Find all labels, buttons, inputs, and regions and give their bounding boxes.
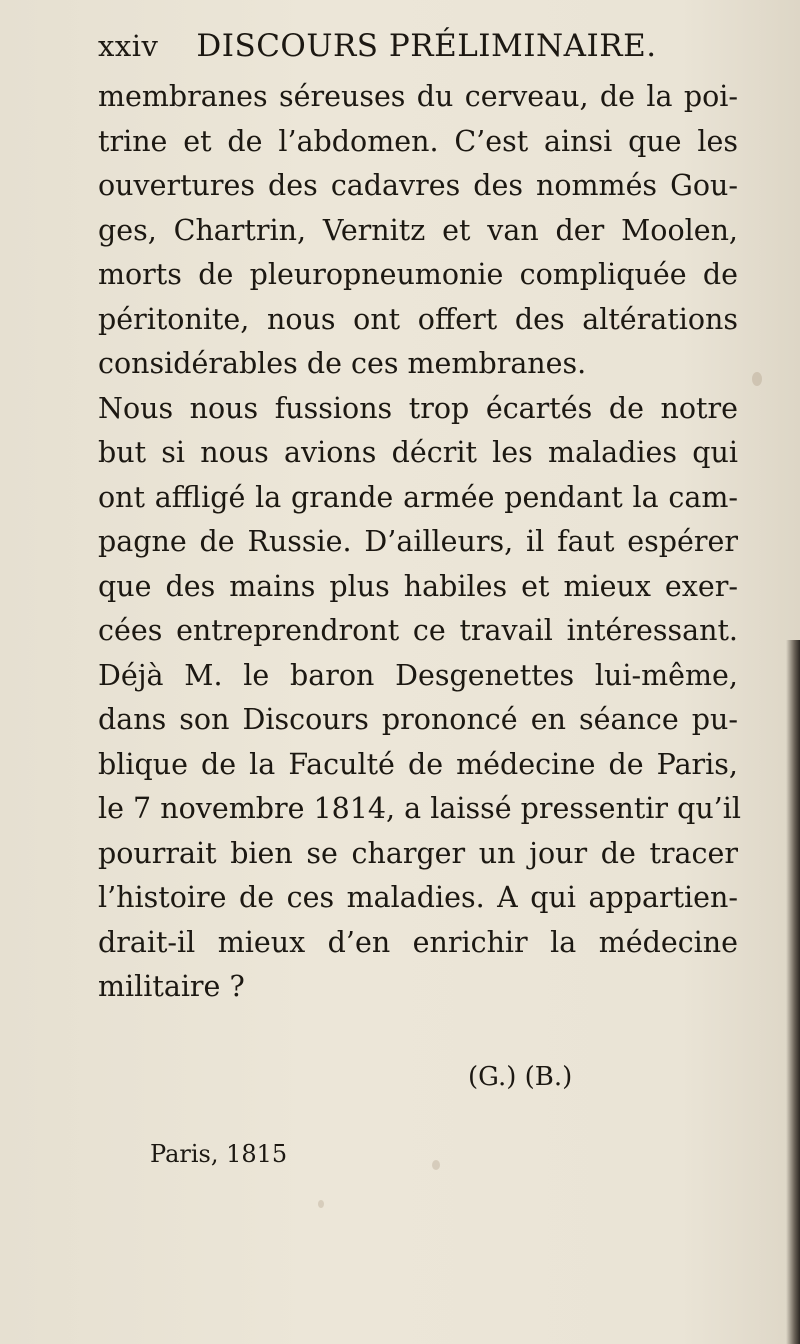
page-edge-shadow [786,640,800,1344]
text-line: militaire ? [98,970,245,1003]
text-line: pagne de Russie. D’ailleurs, il faut espérer [98,525,738,558]
text-line: pourrait bien se charger un jour de tracer [98,836,738,870]
running-header [98,28,657,72]
page-number: xxiv [98,29,159,63]
text-line: but si nous avions décrit les maladies qui [98,436,738,469]
text-line: péritonite, nous ont offert des altérations [98,302,738,336]
text-line: l’histoire de ces maladies. A qui appartien- [98,881,738,914]
text-line: dans son Discours prononcé en séance pu- [98,703,738,736]
paper-foxing [318,1200,324,1208]
text-line: le 7 novembre 1814, a laissé pressentir qu’il [98,792,741,825]
text-line: Déjà M. le baron Desgenettes lui-même, [98,658,738,692]
text-line: Nous nous fussions trop écartés de notre [98,391,738,425]
text-line: ges, Chartrin, Vernitz et van der Moolen, [98,213,738,247]
running-title: DISCOURS PRÉLIMINAIRE. [196,28,657,64]
text-line: blique de la Faculté de médecine de Paris, [98,747,738,781]
text-line: cées entreprendront ce travail intéressant. [98,614,738,647]
text-line: considérables de ces membranes. [98,347,587,380]
body-text [98,75,741,1010]
text-line: membranes séreuses du cerveau, de la poi- [98,80,738,113]
text-line: morts de pleuropneumonie compliquée de [98,258,738,291]
author-initials: (G.) (B.) [468,1062,573,1092]
text-line: drait-il mieux d’en enrichir la médecine [98,925,738,959]
text-line: trine et de l’abdomen. C’est ainsi que les [98,124,738,158]
paper-foxing [752,372,762,386]
paper-foxing [432,1160,440,1170]
place-and-date: Paris, 1815 [150,1140,288,1168]
text-line: que des mains plus habiles et mieux exer- [98,569,738,603]
text-line: ont affligé la grande armée pendant la cam- [98,480,738,514]
text-line: ouvertures des cadavres des nommés Gou- [98,169,738,202]
